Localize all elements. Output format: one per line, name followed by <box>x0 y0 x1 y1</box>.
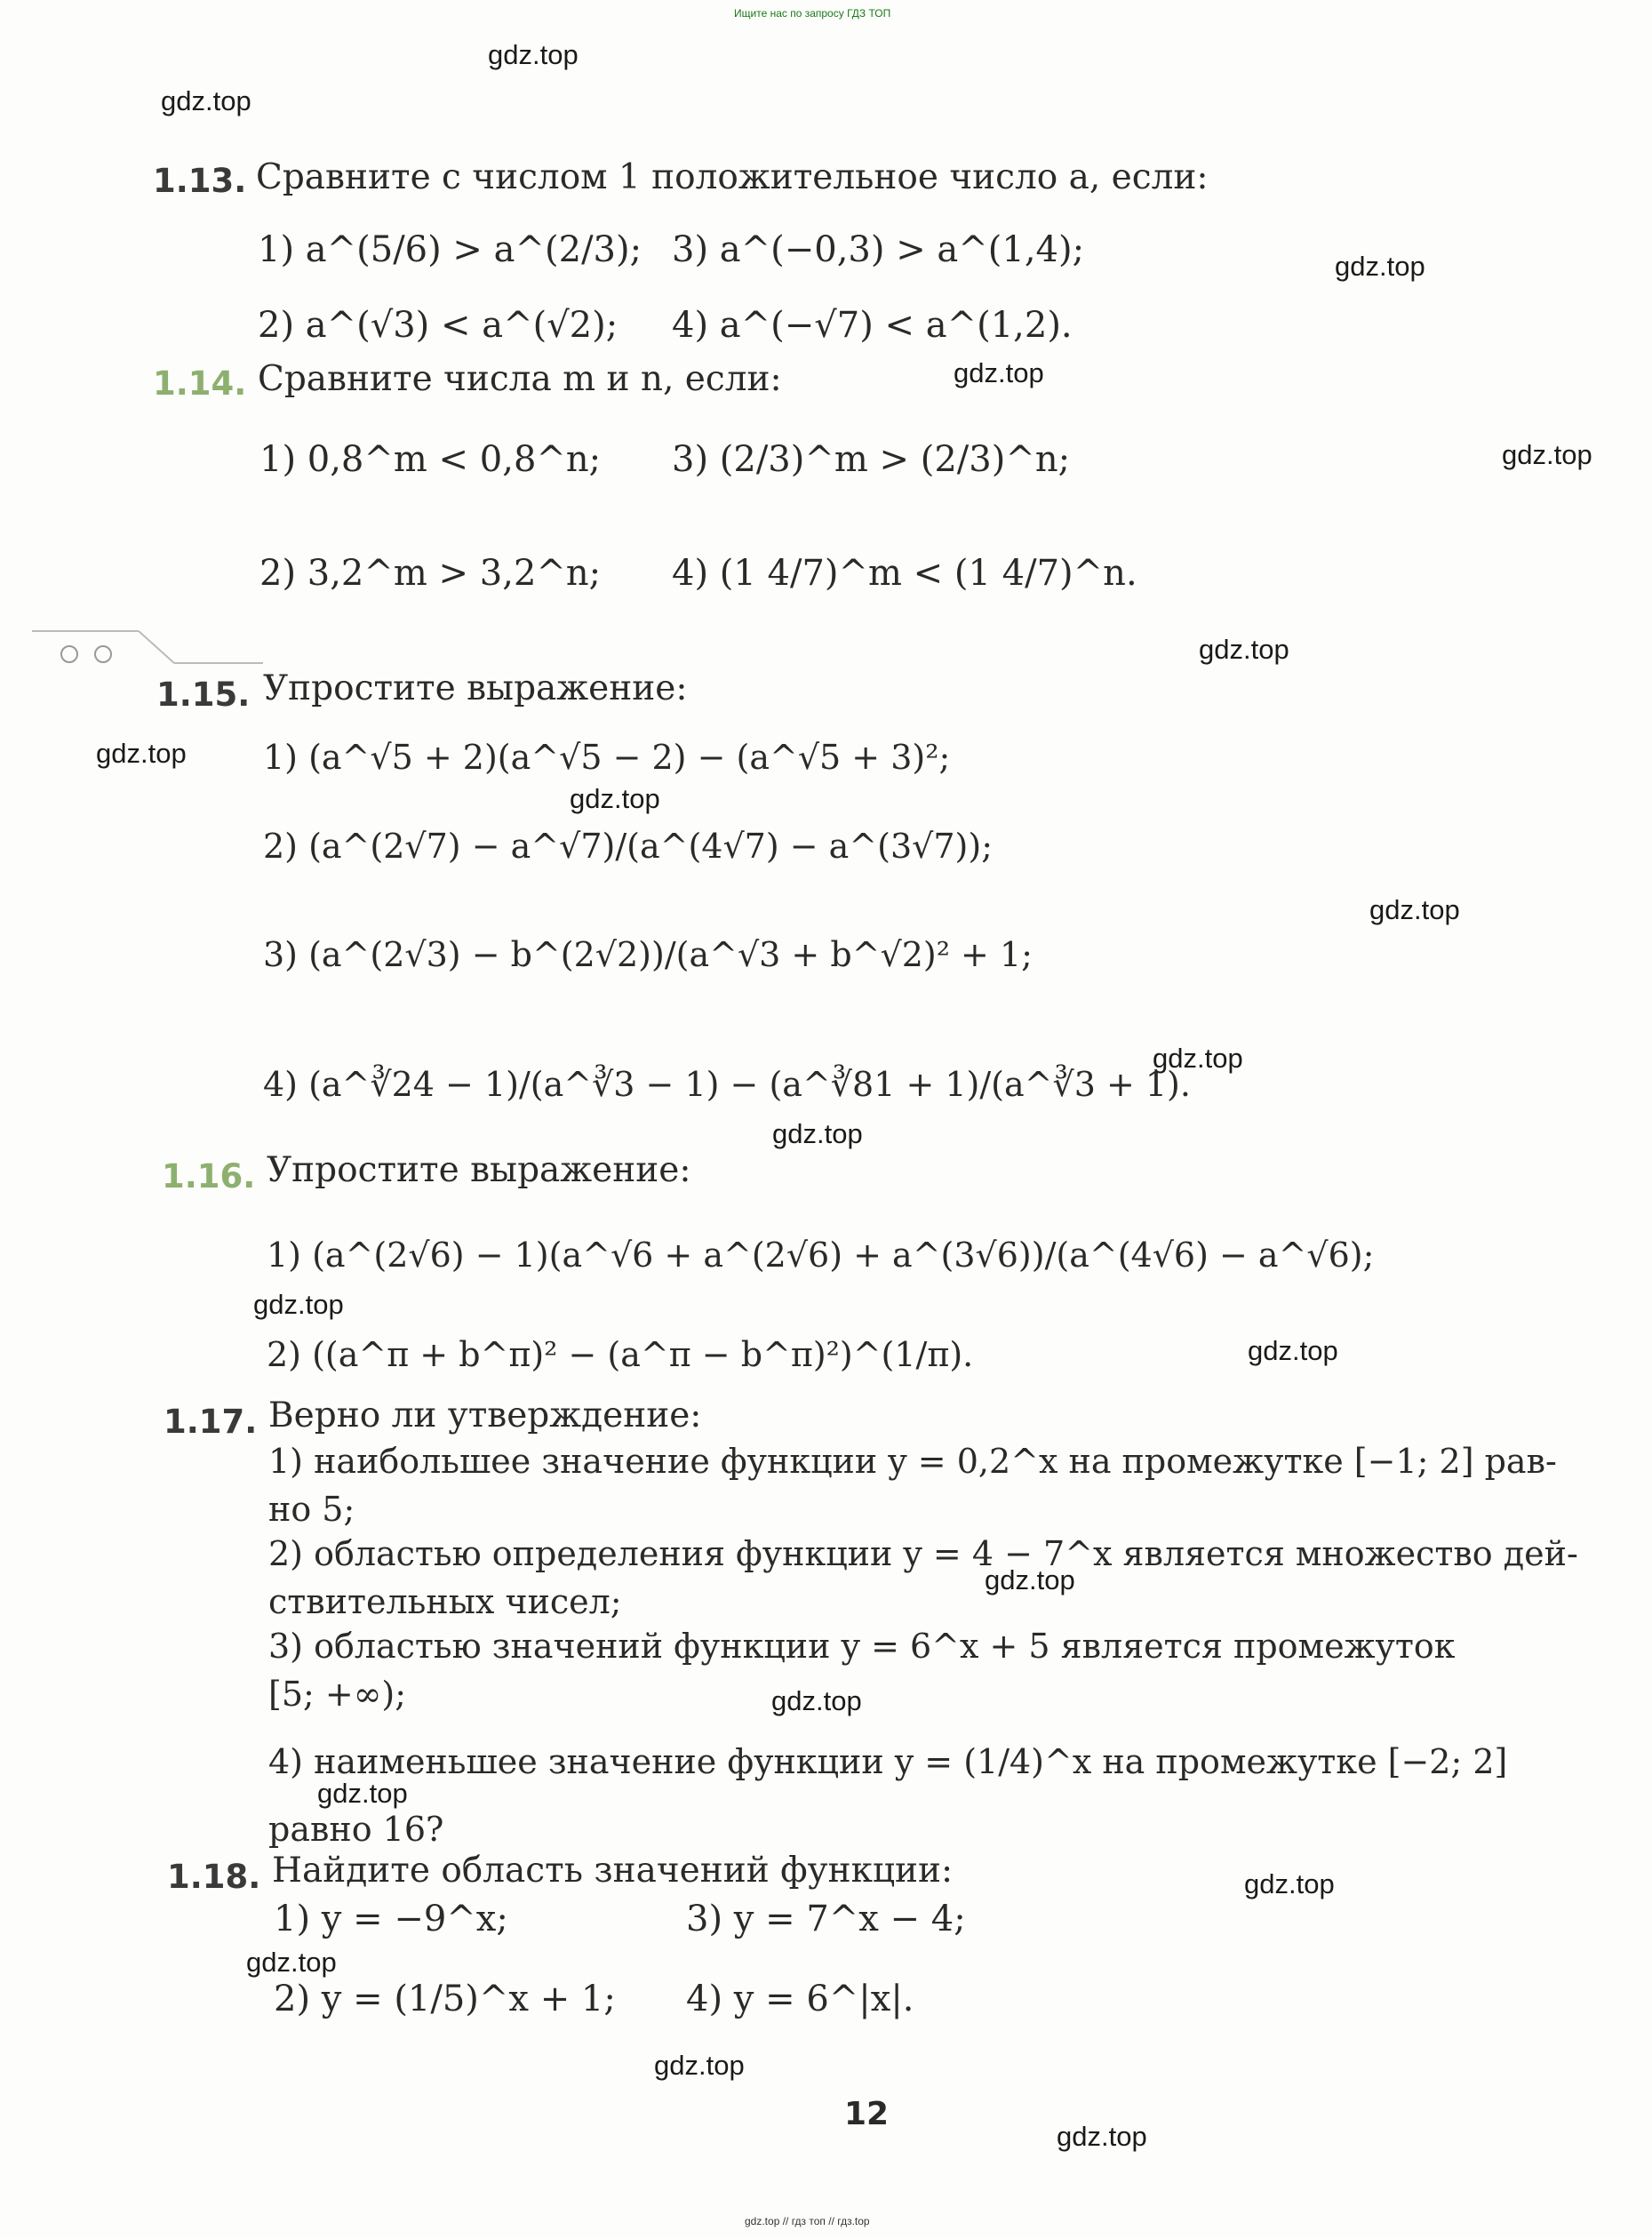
watermark: gdz.top <box>654 2050 745 2081</box>
watermark: gdz.top <box>161 85 251 116</box>
header-note: Ищите нас по запросу ГДЗ ТОП <box>734 7 891 20</box>
problem-item: 1) (a^√5 + 2)(a^√5 − 2) − (a^√5 + 3)²; <box>263 738 951 777</box>
problem-item: 2) y = (1/5)^x + 1; <box>274 1979 616 2019</box>
watermark: gdz.top <box>771 1685 862 1716</box>
problem-item: 2) (a^(2√7) − a^√7)/(a^(4√7) − a^(3√7)); <box>263 827 994 866</box>
problem-item: 3) (a^(2√3) − b^(2√2))/(a^√3 + b^√2)² + 1; <box>263 935 1033 974</box>
watermark: gdz.top <box>772 1118 863 1149</box>
problem-item: 3) областью значений функции y = 6^x + 5 является промежуток <box>268 1627 1456 1666</box>
problem-title: Упростите выражение: <box>263 668 688 708</box>
problem-item: 4) a^(−√7) < a^(1,2). <box>672 305 1073 346</box>
problem-number: 1.15. <box>156 676 251 714</box>
problem-title: Упростите выражение: <box>267 1150 691 1190</box>
watermark: gdz.top <box>1248 1335 1338 1366</box>
section-divider-icon <box>32 622 263 676</box>
watermark: gdz.top <box>1244 1868 1335 1899</box>
watermark: gdz.top <box>570 783 660 814</box>
watermark: gdz.top <box>246 1947 337 1978</box>
watermark: gdz.top <box>1153 1043 1243 1074</box>
problem-item: 2) 3,2^m > 3,2^n; <box>259 553 602 594</box>
problem-item: 1) (a^(2√6) − 1)(a^√6 + a^(2√6) + a^(3√6))/(a^(4√6) − a^√6); <box>267 1235 1375 1275</box>
problem-number: 1.17. <box>164 1403 258 1441</box>
watermark: gdz.top <box>96 738 187 769</box>
problem-item: 2) ((a^π + b^π)² − (a^π − b^π)²)^(1/π). <box>267 1335 974 1374</box>
watermark: gdz.top <box>954 357 1044 388</box>
problem-item: 1) y = −9^x; <box>274 1899 508 1939</box>
footer-note: gdz.top // гдз топ // гдз.top <box>745 2215 870 2227</box>
problem-item: 4) y = 6^|x|. <box>686 1979 914 2019</box>
problem-item: 1) наибольшее значение функции y = 0,2^x на промежутке [−1; 2] рав- <box>268 1442 1557 1481</box>
problem-number: 1.16. <box>162 1157 256 1195</box>
problem-title: Сравните числа m и n, если: <box>258 359 782 399</box>
problem-item: [5; +∞); <box>268 1675 407 1714</box>
problem-item: 3) (2/3)^m > (2/3)^n; <box>672 439 1071 480</box>
problem-item: 4) (1 4/7)^m < (1 4/7)^n. <box>672 553 1137 594</box>
problem-title: Найдите область значений функции: <box>272 1851 954 1891</box>
problem-item: 2) a^(√3) < a^(√2); <box>258 305 619 346</box>
watermark: gdz.top <box>253 1289 344 1320</box>
watermark: gdz.top <box>1057 2121 1147 2152</box>
problem-item: 1) a^(5/6) > a^(2/3); <box>258 229 642 270</box>
page-number: 12 <box>844 2096 890 2132</box>
watermark: gdz.top <box>1369 894 1460 925</box>
watermark: gdz.top <box>1335 251 1425 282</box>
problem-item: 3) y = 7^x − 4; <box>686 1899 966 1939</box>
problem-number: 1.13. <box>153 162 247 200</box>
watermark: gdz.top <box>985 1564 1075 1595</box>
watermark: gdz.top <box>317 1778 408 1809</box>
problem-number: 1.18. <box>167 1858 261 1896</box>
problem-item: равно 16? <box>268 1810 444 1849</box>
problem-item: но 5; <box>268 1490 355 1529</box>
problem-item: 4) наименьшее значение функции y = (1/4)^x на промежутке [−2; 2] <box>268 1742 1508 1781</box>
watermark: gdz.top <box>1199 634 1289 665</box>
problem-item: ствительных чисел; <box>268 1582 622 1621</box>
problem-number: 1.14. <box>153 364 247 403</box>
problem-title: Верно ли утверждение: <box>268 1395 702 1435</box>
problem-item: 3) a^(−0,3) > a^(1,4); <box>672 229 1085 270</box>
problem-title: Сравните с числом 1 положительное число a, если: <box>256 157 1209 197</box>
watermark: gdz.top <box>488 39 579 70</box>
problem-item: 1) 0,8^m < 0,8^n; <box>259 439 602 480</box>
problem-item: 2) областью определения функции y = 4 − 7^x является множество дей- <box>268 1534 1578 1573</box>
problem-item: 4) (a^∛24 − 1)/(a^∛3 − 1) − (a^∛81 + 1)/(a^∛3 + 1). <box>263 1065 1191 1104</box>
watermark: gdz.top <box>1502 439 1592 470</box>
